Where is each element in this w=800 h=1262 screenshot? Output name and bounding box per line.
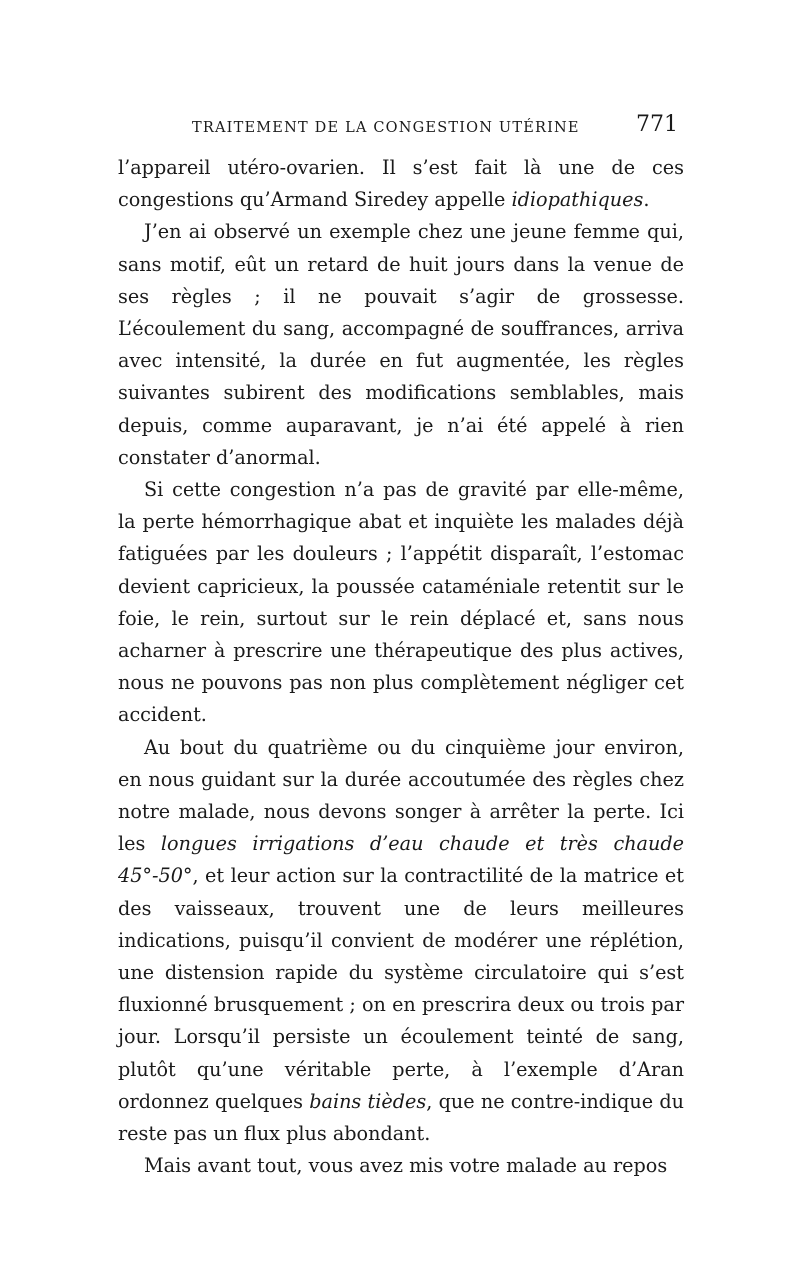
paragraph: [118, 152, 684, 216]
text-run: , et leur action sur la contractilité de la matrice et des vaisseaux, trouvent une de leurs meilleures indications, puisqu’il convient de modérer une réplétion, une distension rapide du système circulatoire qui s’est fluxionné brusquement ; on en prescrira deux ou trois par jour. Lorsqu’il persiste un écoulement teinté de sang, plutôt qu’une véritable perte, à l’exemple d’Aran ordonnez quelques: [118, 864, 684, 1113]
text-run: Si cette congestion n’a pas de gravité par elle-même, la perte hémorrhagique abat et inquiète les malades déjà fatiguées par les douleurs ; l’appétit disparaît, l’estomac devient capricieux, la poussée cataméniale retentit sur le foie, le rein, surtout sur le rein déplacé et, sans nous acharner à prescrire une thérapeutique des plus actives, nous ne pouvons pas non plus complètement négliger cet accident.: [118, 478, 684, 727]
paragraph: [118, 474, 684, 732]
book-page: [118, 108, 684, 1183]
running-header: [118, 108, 684, 148]
text-run: J’en ai observé un exemple chez une jeune femme qui, sans motif, eût un retard de huit jours dans la venue de ses règles ; il ne pouvait s’agir de grossesse. L’écoulement du sang, accompagné de souffrances, arriva avec intensité, la durée en fut augmentée, les règles suivantes subirent des modifications semblables, mais depuis, comme auparavant, je n’ai été appelé à rien constater d’anormal.: [118, 220, 684, 469]
italic-text-run: bains tièdes: [309, 1089, 427, 1113]
text-run: Au bout du quatrième ou du cinquième jour environ, en nous guidant sur la durée accoutumée des règles chez notre malade, nous devons songer à arrêter la perte. Ici les: [118, 735, 684, 856]
text-run: , que ne contre-indique du reste pas un flux plus abondant.: [118, 1089, 684, 1146]
body-text: [118, 152, 684, 1183]
text-run: .: [643, 188, 650, 212]
text-run: l’appareil utéro-ovarien. Il s’est fait là une de ces congestions qu’Armand Siredey appelle: [118, 156, 684, 212]
text-run: Mais avant tout, vous avez mis votre malade au repos: [144, 1154, 668, 1178]
paragraph: [118, 216, 684, 474]
italic-text-run: longues irrigations d’eau chaude et très chaude 45°-50°: [118, 832, 684, 888]
italic-text-run: idiopathiques: [511, 188, 644, 212]
paragraph: [118, 732, 684, 1151]
running-title: TRAITEMENT DE LA CONGESTION UTÉRINE: [192, 120, 580, 136]
page-number: 771: [636, 112, 678, 137]
paragraph: [118, 1150, 684, 1182]
